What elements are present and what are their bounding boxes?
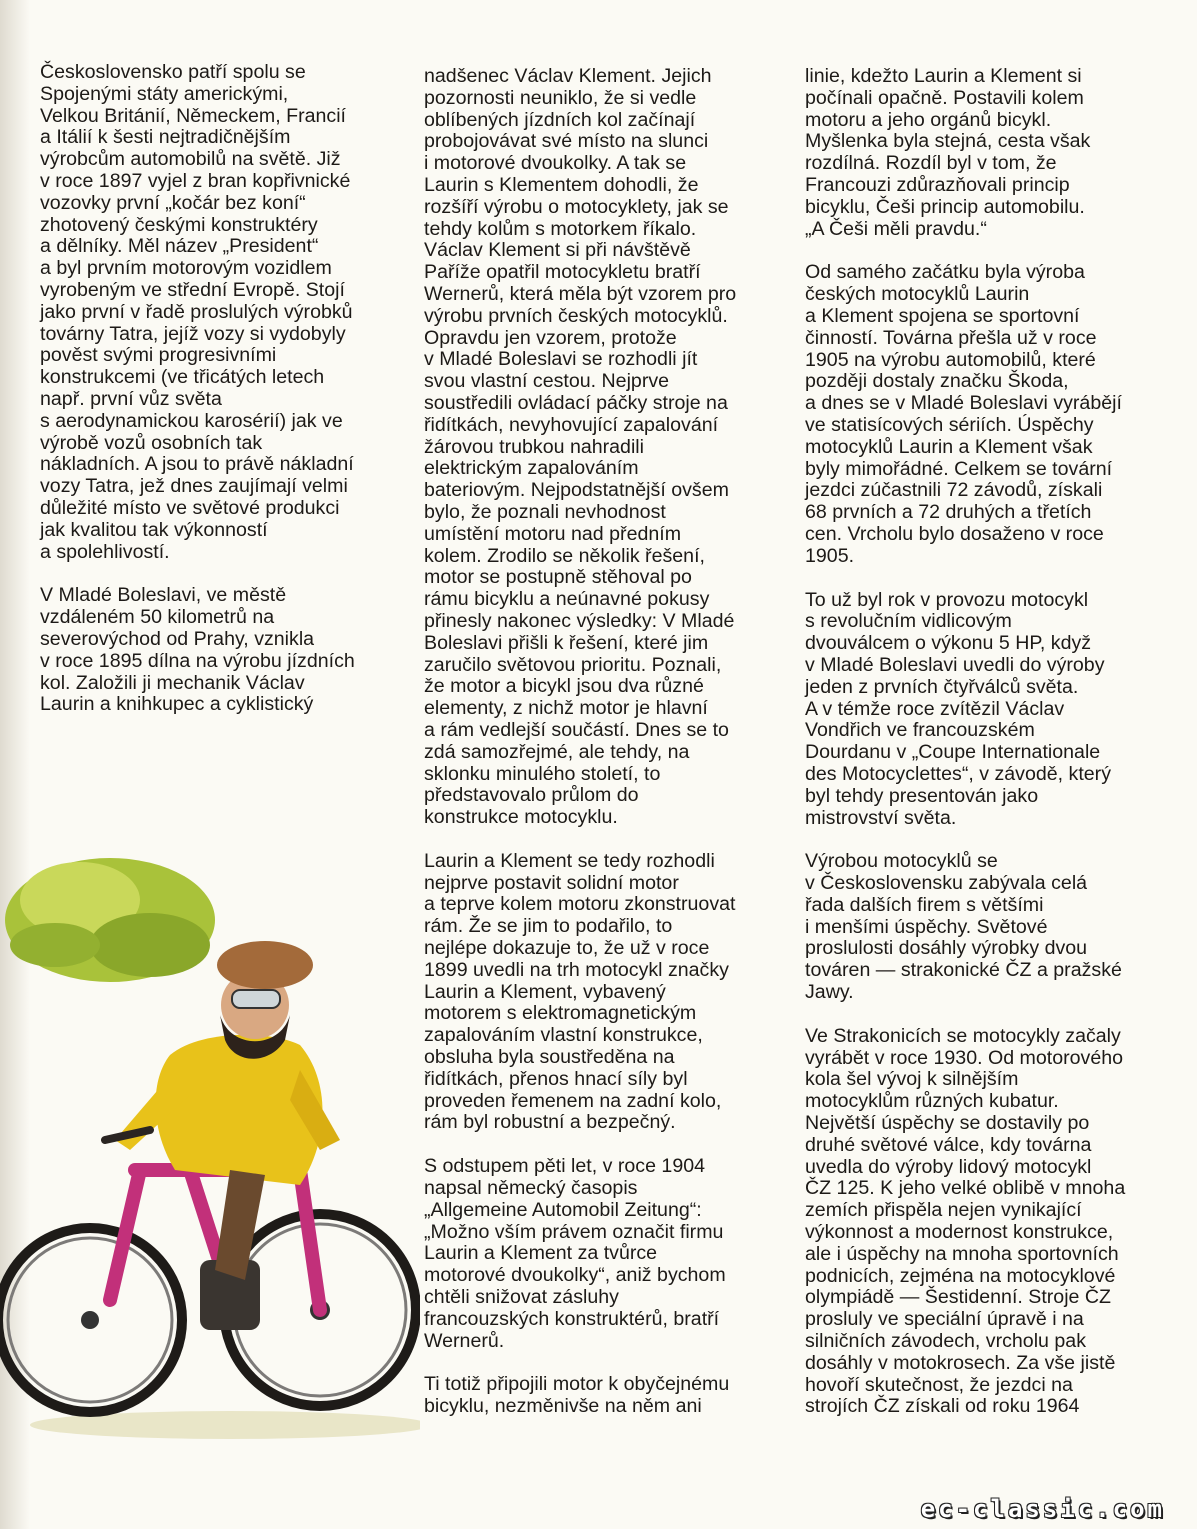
handlebar-graphic [105, 1130, 150, 1140]
paragraph: Od samého začátku byla výroba českých motocyklů Laurin a Klement spojena se sportovní činností. Továrna přešla už v roce 1905 na výrobu automobilů, které později dostaly značku Škoda, a dnes se v Mladé Boleslavi vyrábějí ve statisícových sériích. Úspěchy motocyklů Laurin a Klement však byly mimořádné. Celkem se tovární jezdci zúčastnili 72 závodů, získali 68 prvních a 72 druhých a třetích cen. Vrcholu bylo dosaženo v roce 1905. [805, 261, 1122, 567]
motorcyclist-illustration [0, 840, 420, 1440]
text-column-3 [805, 66, 1175, 1440]
text-column-2 [424, 66, 794, 1440]
paragraph: Výrobou motocyklů se v Československu zabývala celá řada dalších firem s většími i menšími úspěchy. Světové proslulosti dosáhly výrobky dvou továren — strakonické ČZ a pražské Jawy. [805, 850, 1122, 1004]
paragraph: Československo patří spolu se Spojenými státy americkými, Velkou Británií, Německem, Francií a Itálií k šesti nejtradičnějším výrobcům automobilů na světě. Již v roce 1897 vyjel z bran kopřivnické vozovky první „kočár bez koní“ zhotovený českými konstruktéry a dělníky. Měl název „President“ a byl prvním motorovým vozidlem vyrobeným ve střední Evropě. Stojí jako první v řadě proslulých výrobků továrny Tatra, jejíž vozy si vydobyly pověst svými progresivními konstrukcemi (ve třicátých letech např. první vůz světa s aerodynamickou karosérií) jak ve výrobě vozů osobních tak nákladních. A jsou to právě nákladní vozy Tatra, jež dnes zaujímají velmi důležité místo ve světové produkci jak kvalitou tak výkonností a spolehlivostí. [40, 61, 354, 563]
paragraph: V Mladé Boleslavi, ve městě vzdáleném 50 kilometrů na severovýchod od Prahy, vznikla v roce 1895 dílna na výrobu jízdních kol. Založili ji mechanik Václav Laurin a knihkupec a cyklistický [40, 584, 355, 716]
watermark: ec-classic.com [920, 1495, 1165, 1523]
paragraph: nadšenec Václav Klement. Jejich pozornosti neuniklo, že si vedle oblíbených jízdních kol začínají probojovávat své místo na slunci i motorové dvoukolky. A tak se Laurin s Klementem dohodli, že rozšíří výrobu o motocyklety, jak se tehdy kolům s motorkem říkalo. Václav Klement si při návštěvě Paříže opatřil motocykletu bratří Wernerů, která měla být vzorem pro výrobu prvních českých motocyklů. Opravdu jen vzorem, protože v Mladé Boleslavi se rozhodli jít svou vlastní cestou. Nejprve soustředili ovládací páčky stroje na řidítkách, nevyhovující zapalování žárovou trubkou nahradili elektrickým zapalováním bateriovým. Nejpodstatnější ovšem bylo, že poznali nevhodnost umístění motoru nad předním kolem. Zrodilo se několik řešení, motor se postupně stěhoval po rámu bicyklu a neúnavné pokusy přinesly nakonec výsledky: V Mladé Boleslavi přišli k řešení, které jim zaručilo světovou prioritu. Poznali, že motor a bicykl jsou dva různé elementy, z nichž motor je hlavní a rám vedlejší součástí. Dnes se to zdá samozřejmé, ale tehdy, na sklonku minulého století, to představovalo průlom do konstrukce motocyklu. [424, 65, 737, 829]
paragraph: S odstupem pěti let, v roce 1904 napsal německý časopis „Allgemeine Automobil Zeitung“: „Možno vším právem označit firmu Laurin a Klement za tvůrce motorové dvoukolky“, aniž bychom chtěli snižovat zásluhy francouzských konstruktérů, bratří Wernerů. [424, 1155, 726, 1352]
text-column-1 [40, 62, 412, 738]
bush-graphic [5, 858, 215, 982]
paragraph: To už byl rok v provozu motocykl s revolučním vidlicovým dvouválcem o výkonu 5 HP, když v Mladé Boleslavi uvedli do výroby jeden z prvních čtyřválců světa. A v témže roce zvítězil Václav Vondřich ve francouzském Dourdanu v „Coupe Internationale des Motocyclettes“, v závodě, který byl tehdy presentován jako mistrovství světa. [805, 588, 1111, 829]
paragraph: Laurin a Klement se tedy rozhodli nejprve postavit solidní motor a teprve kolem motoru zkonstruovat rám. Že se jim to podařilo, to nejlépe dokazuje to, že už v roce 1899 uvedli na trh motocykl značky Laurin a Klement, vybavený motorem s elektromagnetickým zapalováním vlastní konstrukce, obsluha byla soustředěna na řidítkách, přenos hnací síly byl proveden řemenem na zadní kolo, rám byl robustní a bezpečný. [424, 849, 736, 1134]
paragraph: Ti totiž připojili motor k obyčejnému bicyklu, nezměnivše na něm ani [424, 1373, 730, 1418]
paragraph: Ve Strakonicích se motocykly začaly vyrábět v roce 1930. Od motorového kola šel vývoj k silnějším motocyklům různých kubatur. Největší úspěchy se dostavily po druhé světové válce, kdy továrna uvedla do výroby lidový motocykl ČZ 125. K jeho velké oblibě v mnoha zemích přispěla nejen vynikající výkonnost a modernost konstrukce, ale i úspěchy na mnoha sportovních podnicích, zejména na motocyklové olympiádě — Šestidenní. Stroje ČZ prosluly ve speciální úpravě i na silničních závodech, vrcholu pak dosáhly v motokrosech. Za vše jistě hovoří skutečnost, že jezdci na strojích ČZ získali od roku 1964 [805, 1024, 1126, 1418]
front-wheel-graphic [0, 1228, 182, 1412]
paragraph: linie, kdežto Laurin a Klement si počínali opačně. Postavili kolem motoru a jeho orgánů bicykl. Myšlenka byla stejná, cesta však rozdílná. Rozdíl byl v tom, že Francouzi zdůrazňovali princip bicyklu, Češi princip automobilu. „A Češi měli pravdu.“ [805, 65, 1091, 240]
